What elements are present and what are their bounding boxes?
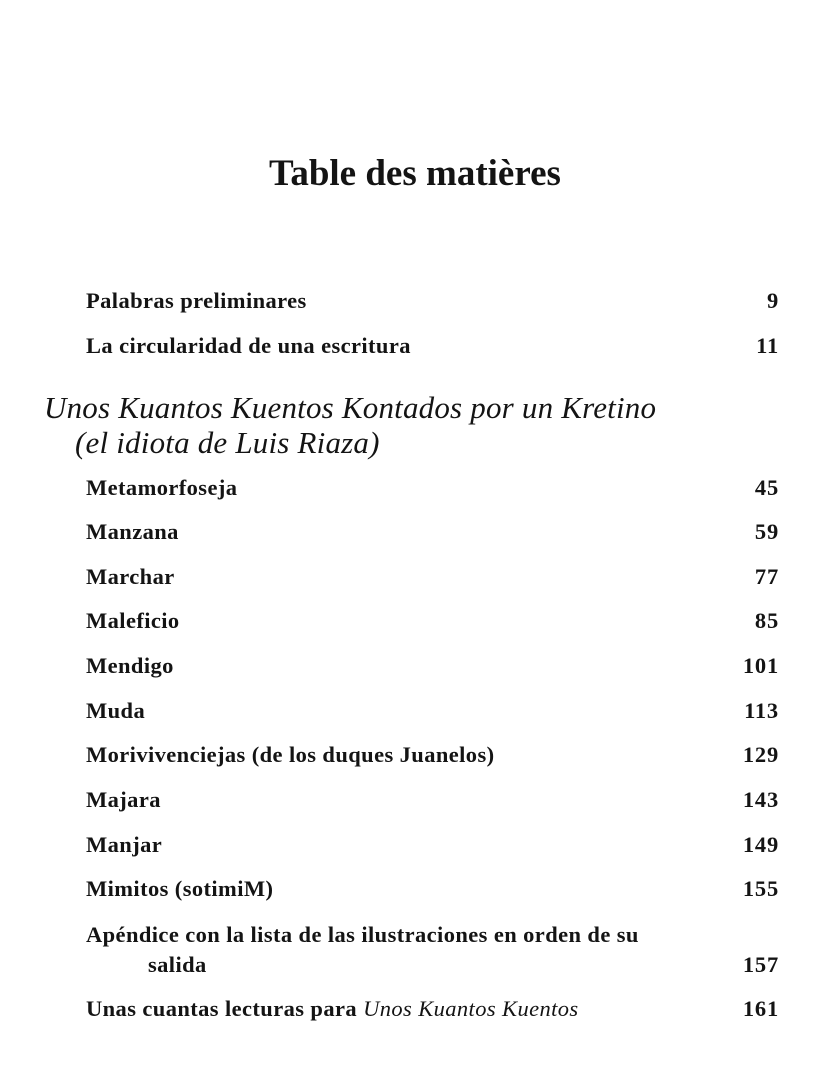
toc-entry-page: 129 [742, 742, 779, 767]
section-title-line1: Unos Kuantos Kuentos Kontados por un Kretino [44, 390, 657, 425]
toc-entry-label: Palabras preliminares [86, 288, 307, 313]
toc-entry-label: Apéndice con la lista de las ilustraciones en orden de su [86, 922, 639, 947]
toc-entry[interactable] [86, 562, 779, 592]
toc-entry-label: Mendigo [86, 653, 174, 678]
toc-entry[interactable] [86, 696, 779, 726]
toc-entry-page: 101 [742, 653, 779, 678]
toc-entry-page: 85 [754, 608, 779, 633]
toc-entry[interactable] [86, 517, 779, 547]
toc-entry[interactable] [86, 785, 779, 815]
page-title: Table des matières [269, 153, 561, 194]
toc-entry-label: Mimitos (sotimiM) [86, 876, 274, 901]
toc-entry-readings[interactable] [86, 994, 779, 1024]
toc-entry-page: 113 [744, 698, 779, 723]
toc-entry-page: 161 [742, 996, 779, 1021]
toc-entry-label-prefix: Unas cuantas lecturas para [86, 996, 364, 1021]
toc-entry-label: Maleficio [86, 608, 180, 633]
section-title-line2: (el idiota de Luis Riaza) [75, 425, 380, 460]
toc-entry-label: Manjar [86, 832, 163, 857]
toc-entry[interactable] [86, 874, 779, 904]
toc-entry-label: Marchar [86, 564, 175, 589]
toc-entry-label: Muda [86, 698, 146, 723]
toc-entry-page: 77 [754, 564, 779, 589]
toc-entry-label: Manzana [86, 519, 179, 544]
toc-entry-appendix[interactable] [86, 920, 779, 980]
toc-entry[interactable] [86, 606, 779, 636]
toc-entry-page: 155 [742, 876, 779, 901]
toc-entry-label: Metamorfoseja [86, 475, 238, 500]
toc-entry[interactable] [86, 830, 779, 860]
toc-entry-label: Majara [86, 787, 161, 812]
toc-entry-label [86, 994, 779, 1024]
toc-entry-page: 45 [754, 475, 779, 500]
toc-entry-page: 9 [766, 288, 779, 313]
toc-entry[interactable] [86, 651, 779, 681]
toc-entry[interactable] [86, 473, 779, 503]
toc-entry-label-italic: Unos Kuantos Kuentos [363, 996, 579, 1021]
toc-entry-label: La circularidad de una escritura [86, 333, 411, 358]
section-title[interactable] [44, 390, 784, 460]
toc-entry-page: 149 [742, 832, 779, 857]
toc-entry-page: 157 [742, 952, 779, 977]
toc-entry[interactable] [86, 740, 779, 770]
toc-entry[interactable] [86, 286, 779, 316]
toc-entry-page: 143 [742, 787, 779, 812]
toc-entry-label: Morivivenciejas (de los duques Juanelos) [86, 742, 495, 767]
toc-entry-page: 11 [756, 333, 779, 358]
toc-entry-label-continued: salida [148, 952, 207, 977]
toc-entry-page: 59 [754, 519, 779, 544]
toc-entry[interactable] [86, 331, 779, 361]
